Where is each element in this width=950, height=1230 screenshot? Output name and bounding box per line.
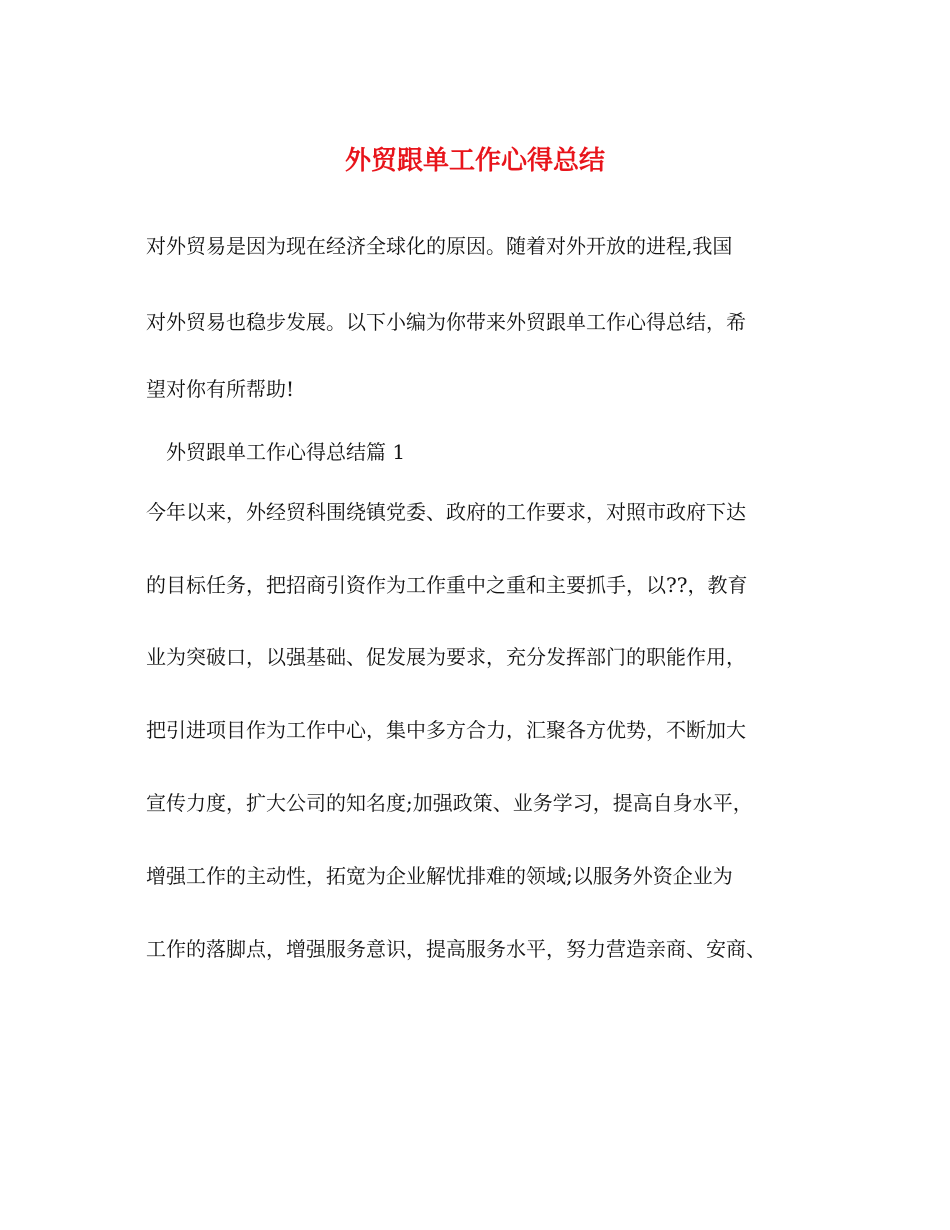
intro-line: 对外贸易也稳步发展。以下小编为你带来外贸跟单工作心得总结，希	[146, 310, 746, 334]
body-line: 的目标任务，把招商引资作为工作重中之重和主要抓手，以??，教育	[146, 573, 748, 597]
body-line: 工作的落脚点，增强服务意识，提高服务水平，努力营造亲商、安商、	[146, 937, 766, 961]
body-line: 把引进项目作为工作中心，集中多方合力，汇聚各方优势，不断加大	[146, 718, 746, 742]
body-line: 增强工作的主动性，拓宽为企业解忧排难的领域;以服务外资企业为	[146, 864, 733, 888]
intro-line: 望对你有所帮助!	[146, 377, 295, 401]
section-heading: 外贸跟单工作心得总结篇 1	[166, 440, 406, 464]
body-line: 业为突破口，以强基础、促发展为要求，充分发挥部门的职能作用，	[146, 645, 746, 669]
document-title: 外贸跟单工作心得总结	[344, 146, 605, 176]
intro-line: 对外贸易是因为现在经济全球化的原因。随着对外开放的进程,我国	[146, 234, 733, 258]
body-line: 宣传力度，扩大公司的知名度;加强政策、业务学习，提高自身水平，	[146, 791, 753, 815]
body-line: 今年以来，外经贸科围绕镇党委、政府的工作要求，对照市政府下达	[146, 500, 746, 524]
